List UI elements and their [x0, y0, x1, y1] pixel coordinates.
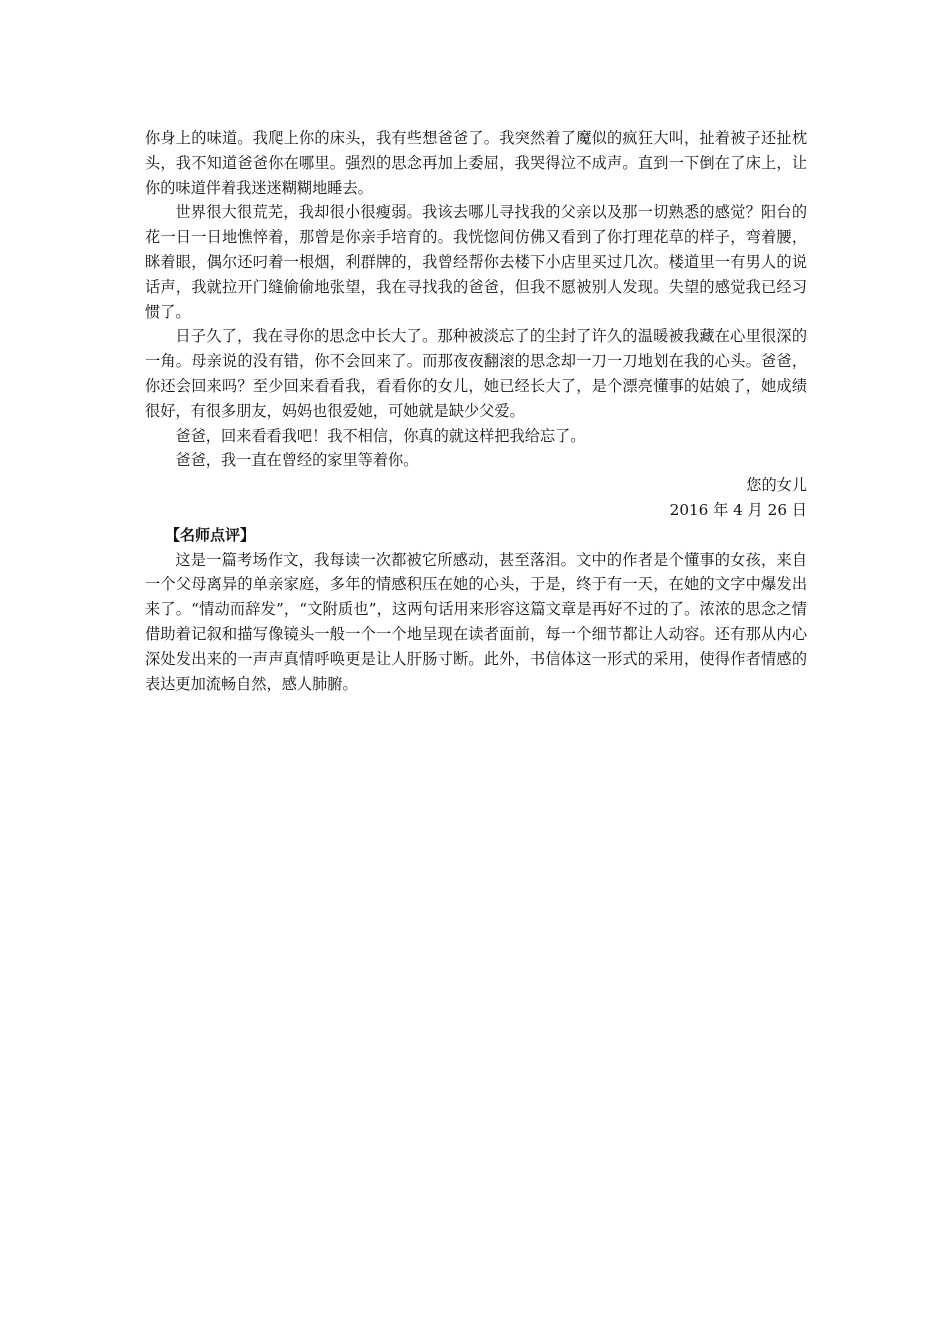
letter-paragraph-3: 日子久了，我在寻你的思念中长大了。那种被淡忘了的尘封了许久的温暖被我藏在心里很深的一角。母亲说的没有错，你不会回来了。而那夜夜翻滚的思念却一刀一刀地划在我的心头。爸爸，你还会回来吗？至少回来看看我，看看你的女儿，她已经长大了，是个漂亮懂事的姑娘了，她成绩很好，有很多朋友，妈妈也很爱她，可她就是缺少父爱。: [145, 327, 807, 420]
letter-paragraph-5: 爸爸，我一直在曾经的家里等着你。: [175, 451, 419, 470]
letter-paragraph-2: 世界很大很荒芜，我却很小很瘦弱。我该去哪儿寻找我的父亲以及那一切熟悉的感觉？阳台的花一日一日地憔悴着，那曾是你亲手培育的。我恍惚间仿佛又看到了你打理花草的样子，弯着腰，眯着眼，偶尔还叼着一根烟，利群牌的，我曾经帮你去楼下小店里买过几次。楼道里一有男人的说话声，我就拉开门缝偷偷地张望，我在寻找我的爸爸，但我不愿被别人发现。失望的感觉我已经习惯了。: [145, 203, 807, 321]
letter-signature: 您的女儿: [746, 476, 807, 495]
letter-paragraph-1: 你身上的味道。我爬上你的床头，我有些想爸爸了。我突然着了魔似的疯狂大叫，扯着被子还扯枕头，我不知道爸爸你在哪里。强烈的思念再加上委屈，我哭得泣不成声。直到一下倒在了床上，让你的味道伴着我迷迷糊糊地睡去。: [145, 129, 807, 197]
letter-date: 2016 年 4 月 26 日: [669, 500, 807, 519]
document-page: [145, 126, 807, 696]
letter-paragraph-4: 爸爸，回来看看我吧！我不相信，你真的就这样把我给忘了。: [175, 426, 586, 445]
review-heading: 【名师点评】: [165, 525, 256, 544]
review-paragraph: 这是一篇考场作文，我每读一次都被它所感动，甚至落泪。文中的作者是个懂事的女孩，来自一个父母离异的单亲家庭，多年的情感积压在她的心头，于是，终于有一天，在她的文字中爆发出来了。“情动而辞发”，“文附质也”，这两句话用来形容这篇文章是再好不过的了。浓浓的思念之情借助着记叙和描写像镜头一般一个一个地呈现在读者面前，每一个细节都让人动容。还有那从内心深处发出来的一声声真情呼唤更是让人肝肠寸断。此外，书信体这一形式的采用，使得作者情感的表达更加流畅自然，感人肺腑。: [145, 550, 807, 693]
